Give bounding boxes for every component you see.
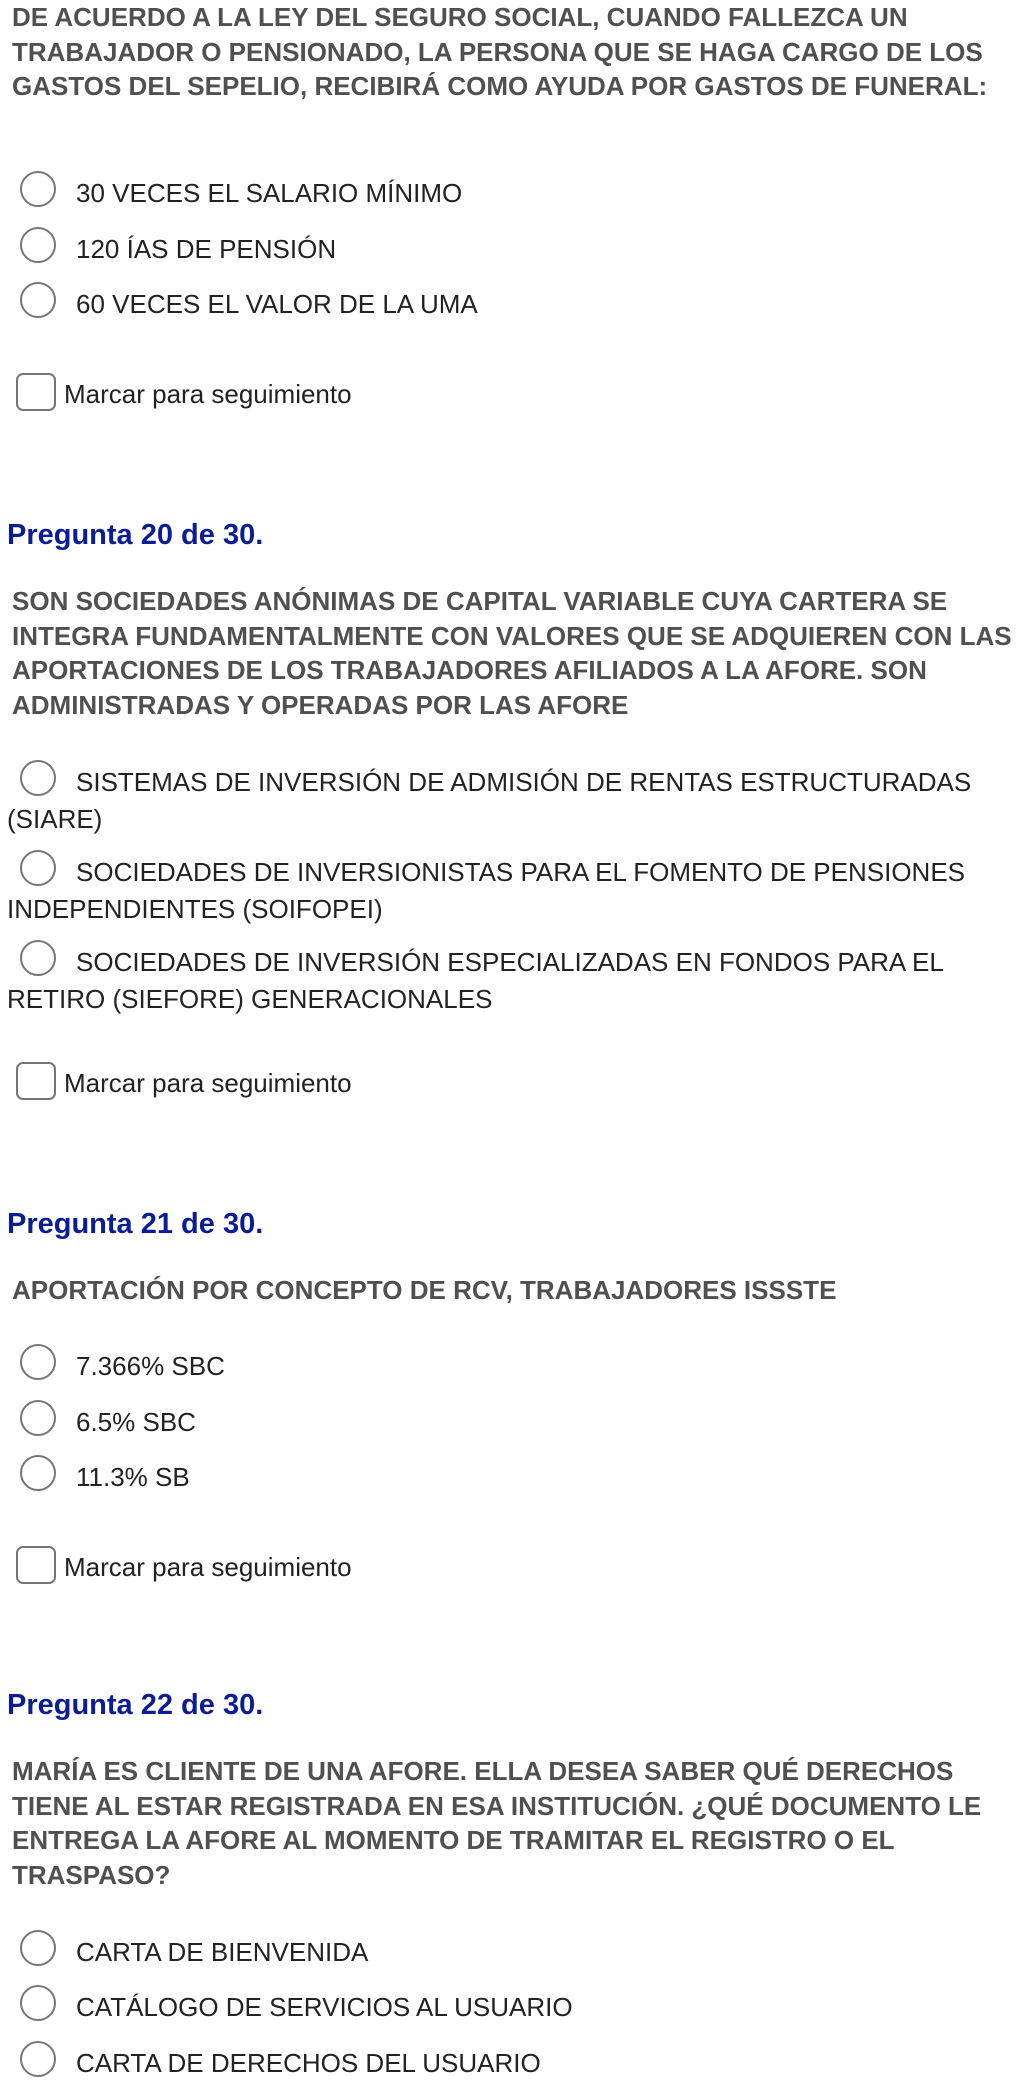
question-20-follow-up[interactable] xyxy=(16,1061,352,1101)
radio-button[interactable] xyxy=(20,282,56,318)
option-label: 120 ÍAS DE PENSIÓN xyxy=(76,234,337,264)
question-19-option-1[interactable] xyxy=(7,176,1027,213)
question-21-option-1[interactable] xyxy=(7,1349,1027,1386)
question-21-follow-up[interactable] xyxy=(16,1545,352,1585)
radio-button[interactable] xyxy=(20,227,56,263)
option-label: 60 VECES EL VALOR DE LA UMA xyxy=(76,289,478,319)
follow-up-checkbox[interactable] xyxy=(16,373,56,411)
follow-up-checkbox[interactable] xyxy=(16,1546,56,1584)
question-22-heading: Pregunta 22 de 30. xyxy=(7,1689,264,1721)
radio-button[interactable] xyxy=(20,2041,56,2077)
follow-up-checkbox[interactable] xyxy=(16,1062,56,1100)
question-21-option-2[interactable] xyxy=(7,1405,1027,1442)
question-19-option-2[interactable] xyxy=(7,232,1027,269)
option-label: 6.5% SBC xyxy=(76,1407,196,1437)
follow-up-label: Marcar para seguimiento xyxy=(64,1068,352,1098)
follow-up-label: Marcar para seguimiento xyxy=(64,379,352,409)
option-label: 11.3% SB xyxy=(76,1462,190,1492)
option-label: 30 VECES EL SALARIO MÍNIMO xyxy=(76,178,463,208)
radio-button[interactable] xyxy=(20,1930,56,1966)
question-19-option-3[interactable] xyxy=(7,287,1027,324)
question-20-option-2[interactable] xyxy=(7,855,1027,927)
follow-up-label: Marcar para seguimiento xyxy=(64,1552,352,1582)
question-20-text: SON SOCIEDADES ANÓNIMAS DE CAPITAL VARIABLE CUYA CARTERA SE INTEGRA FUNDAMENTALMENTE CON VALORES QUE SE ADQUIEREN CON LAS APORTACIONES DE LOS TRABAJADORES AFILIADOS A LA AFORE. SON ADMINISTRADAS Y OPERADAS POR LAS AFORE xyxy=(12,586,1012,720)
option-label: SOCIEDADES DE INVERSIÓN ESPECIALIZADAS EN FONDOS PARA EL RETIRO (SIEFORE) GENERACIONALES xyxy=(7,947,943,1015)
option-label: SOCIEDADES DE INVERSIONISTAS PARA EL FOMENTO DE PENSIONES INDEPENDIENTES (SOIFOPEI) xyxy=(7,857,966,925)
question-22-text: MARÍA ES CLIENTE DE UNA AFORE. ELLA DESEA SABER QUÉ DERECHOS TIENE AL ESTAR REGISTRADA EN ESA INSTITUCIÓN. ¿QUÉ DOCUMENTO LE ENTREGA LA AFORE AL MOMENTO DE TRAMITAR EL REGISTRO O EL TRASPASO? xyxy=(12,1756,982,1890)
option-label: SISTEMAS DE INVERSIÓN DE ADMISIÓN DE RENTAS ESTRUCTURADAS (SIARE) xyxy=(7,767,972,835)
question-20-heading: Pregunta 20 de 30. xyxy=(7,519,264,551)
question-21-heading: Pregunta 21 de 30. xyxy=(7,1208,264,1240)
option-label: CARTA DE BIENVENIDA xyxy=(76,1937,369,1967)
radio-button[interactable] xyxy=(20,940,56,976)
question-19-follow-up[interactable] xyxy=(16,372,352,412)
option-label: CARTA DE DERECHOS DEL USUARIO xyxy=(76,2048,541,2078)
question-22-option-2[interactable] xyxy=(7,1990,1027,2027)
radio-button[interactable] xyxy=(20,1455,56,1491)
question-22-option-3[interactable] xyxy=(7,2046,1027,2083)
question-21-option-3[interactable] xyxy=(7,1460,1027,1497)
radio-button[interactable] xyxy=(20,1985,56,2021)
question-22-option-1[interactable] xyxy=(7,1935,1027,1972)
radio-button[interactable] xyxy=(20,760,56,796)
option-label: CATÁLOGO DE SERVICIOS AL USUARIO xyxy=(76,1992,573,2022)
radio-button[interactable] xyxy=(20,171,56,207)
question-20-option-3[interactable] xyxy=(7,945,1027,1017)
radio-button[interactable] xyxy=(20,850,56,886)
question-20-option-1[interactable] xyxy=(7,765,1027,837)
radio-button[interactable] xyxy=(20,1344,56,1380)
question-21-text: APORTACIÓN POR CONCEPTO DE RCV, TRABAJADORES ISSSTE xyxy=(12,1275,837,1305)
question-19-text: DE ACUERDO A LA LEY DEL SEGURO SOCIAL, CUANDO FALLEZCA UN TRABAJADOR O PENSIONADO, LA PERSONA QUE SE HAGA CARGO DE LOS GASTOS DEL SEPELIO, RECIBIRÁ COMO AYUDA POR GASTOS DE FUNERAL: xyxy=(12,2,988,101)
radio-button[interactable] xyxy=(20,1400,56,1436)
option-label: 7.366% SBC xyxy=(76,1351,225,1381)
